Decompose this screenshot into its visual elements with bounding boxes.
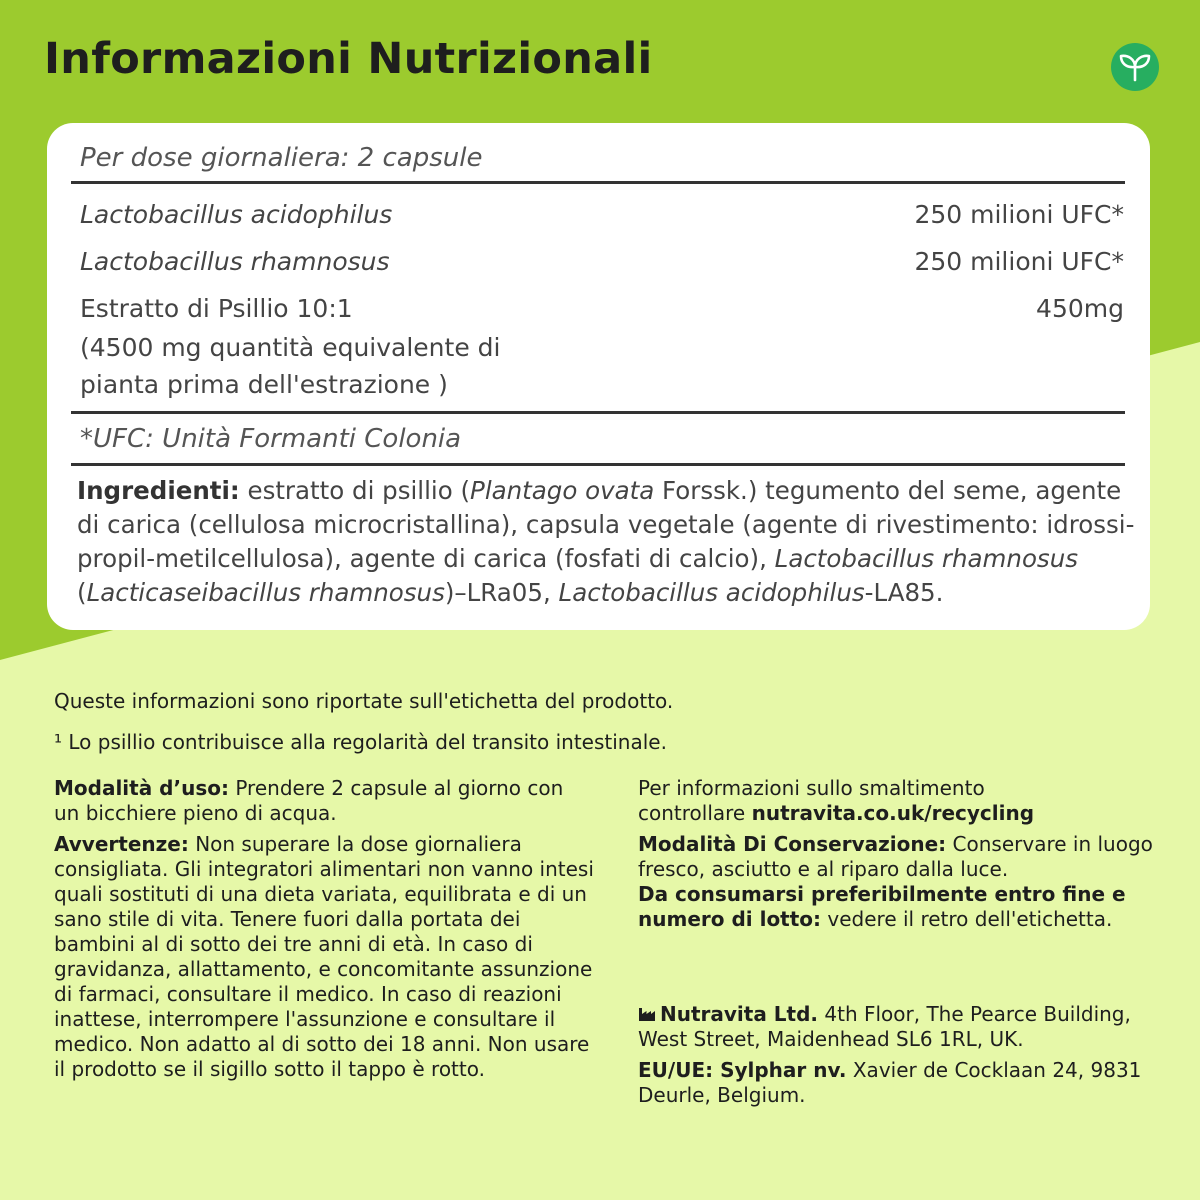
disposal-storage-column — [638, 776, 1168, 932]
divider — [71, 411, 1125, 414]
storage-label: Modalità Di Conservazione: — [638, 832, 947, 856]
ingredients-part: Forssk.) tegumento del seme, agente di carica (cellulosa microcristallina), capsula vegetale (agente di rivestimento: idrossi-propil-metilcellulosa), agente di carica (fosfati di calcio), — [77, 476, 1135, 573]
warnings-label: Avvertenze: — [54, 832, 189, 856]
manufacturer-address: 4th Floor, The Pearce Building, West Street, Maidenhead SL6 1RL, UK. — [638, 1002, 1131, 1051]
expiry-label: Da consumarsi preferibilmente entro fine e numero di lotto: — [638, 882, 1126, 931]
usage-paragraph — [54, 776, 594, 826]
eu-rep-label: EU/UE: Sylphar nv. — [638, 1058, 847, 1082]
leaf-sprout-icon — [1110, 42, 1160, 92]
ingredients-part: ( — [77, 578, 87, 607]
warnings-text: Non superare la dose giornaliera consigliata. Gli integratori alimentari non vanno intesi quali sostituti di una dieta variata, equilibrata e di un sano stile di vita. Tenere fuori dalla portata dei bambini al di sotto dei tre anni di età. In caso di gravidanza, allattamento, e concomitante assunzione di farmaci, consultare il medico. In caso di reazioni inattese, interrompere l'assunzione e consultare il medico. Non adatto al di sotto dei 18 anni. Non usare il prodotto se il sigillo sotto il tappo è rotto. — [54, 832, 594, 1081]
nutrition-card — [47, 123, 1150, 630]
nutrient-name: Lactobacillus acidophilus — [80, 200, 393, 229]
ufc-footnote: *UFC: Unità Formanti Colonia — [80, 424, 462, 454]
ingredients-label: Ingredienti: — [77, 476, 240, 505]
nutrient-amount: 450mg — [1036, 294, 1124, 323]
eu-representative-paragraph — [638, 1058, 1168, 1108]
nutrient-description-line: (4500 mg quantità equivalente di — [80, 333, 501, 362]
divider — [71, 463, 1125, 466]
storage-text: Conservare in luogo fresco, asciutto e al riparo dalla luce. — [638, 832, 1153, 881]
dose-header: Per dose giornaliera: 2 capsule — [80, 143, 483, 173]
ingredients-part: -LA85. — [864, 578, 944, 607]
warnings-paragraph — [54, 832, 594, 1082]
psyllium-claim-note: ¹ Lo psillio contribuisce alla regolarità del transito intestinale. — [54, 730, 667, 754]
manufacturer-paragraph — [638, 1002, 1168, 1052]
ingredients-latin-name: Lacticaseibacillus rhamnosus — [86, 578, 445, 607]
eu-rep-address: Xavier de Cocklaan 24, 9831 Deurle, Belgium. — [638, 1058, 1142, 1107]
ingredients-latin-name: Lactobacillus acidophilus — [558, 578, 865, 607]
disposal-prefix: controllare — [638, 801, 752, 825]
manufacturer-column — [638, 1002, 1168, 1108]
nutrient-amount: 250 milioni UFC* — [914, 200, 1124, 229]
ingredients-text — [77, 474, 1137, 610]
nutrient-description-line: pianta prima dell'estrazione ) — [80, 370, 448, 399]
divider — [71, 181, 1125, 184]
nutrient-amount: 250 milioni UFC* — [914, 247, 1124, 276]
recycling-link[interactable]: nutravita.co.uk/recycling — [751, 801, 1035, 825]
nutrient-name: Estratto di Psillio 10:1 — [80, 294, 353, 323]
nutrient-description — [80, 329, 500, 403]
storage-paragraph — [638, 832, 1168, 932]
expiry-text: vedere il retro dell'etichetta. — [821, 907, 1113, 931]
disposal-paragraph — [638, 776, 1168, 826]
label-info-note: Queste informazioni sono riportate sull'etichetta del prodotto. — [54, 689, 674, 713]
manufacturer-name: Nutravita Ltd. — [660, 1002, 819, 1026]
disposal-text: Per informazioni sullo smaltimento — [638, 776, 985, 800]
usage-warnings-column — [54, 776, 594, 1082]
ingredients-latin-name: Lactobacillus rhamnosus — [774, 544, 1078, 573]
ingredients-part: estratto di psillio ( — [239, 476, 471, 505]
page-title: Informazioni Nutrizionali — [44, 34, 653, 84]
usage-text: Prendere 2 capsule al giorno con un bicchiere pieno di acqua. — [54, 776, 564, 825]
ingredients-latin-name: Plantago ovata — [470, 476, 655, 505]
factory-icon — [638, 1006, 656, 1022]
ingredients-part: )–LRa05, — [444, 578, 559, 607]
usage-label: Modalità d’uso: — [54, 776, 229, 800]
nutrient-name: Lactobacillus rhamnosus — [80, 247, 390, 276]
